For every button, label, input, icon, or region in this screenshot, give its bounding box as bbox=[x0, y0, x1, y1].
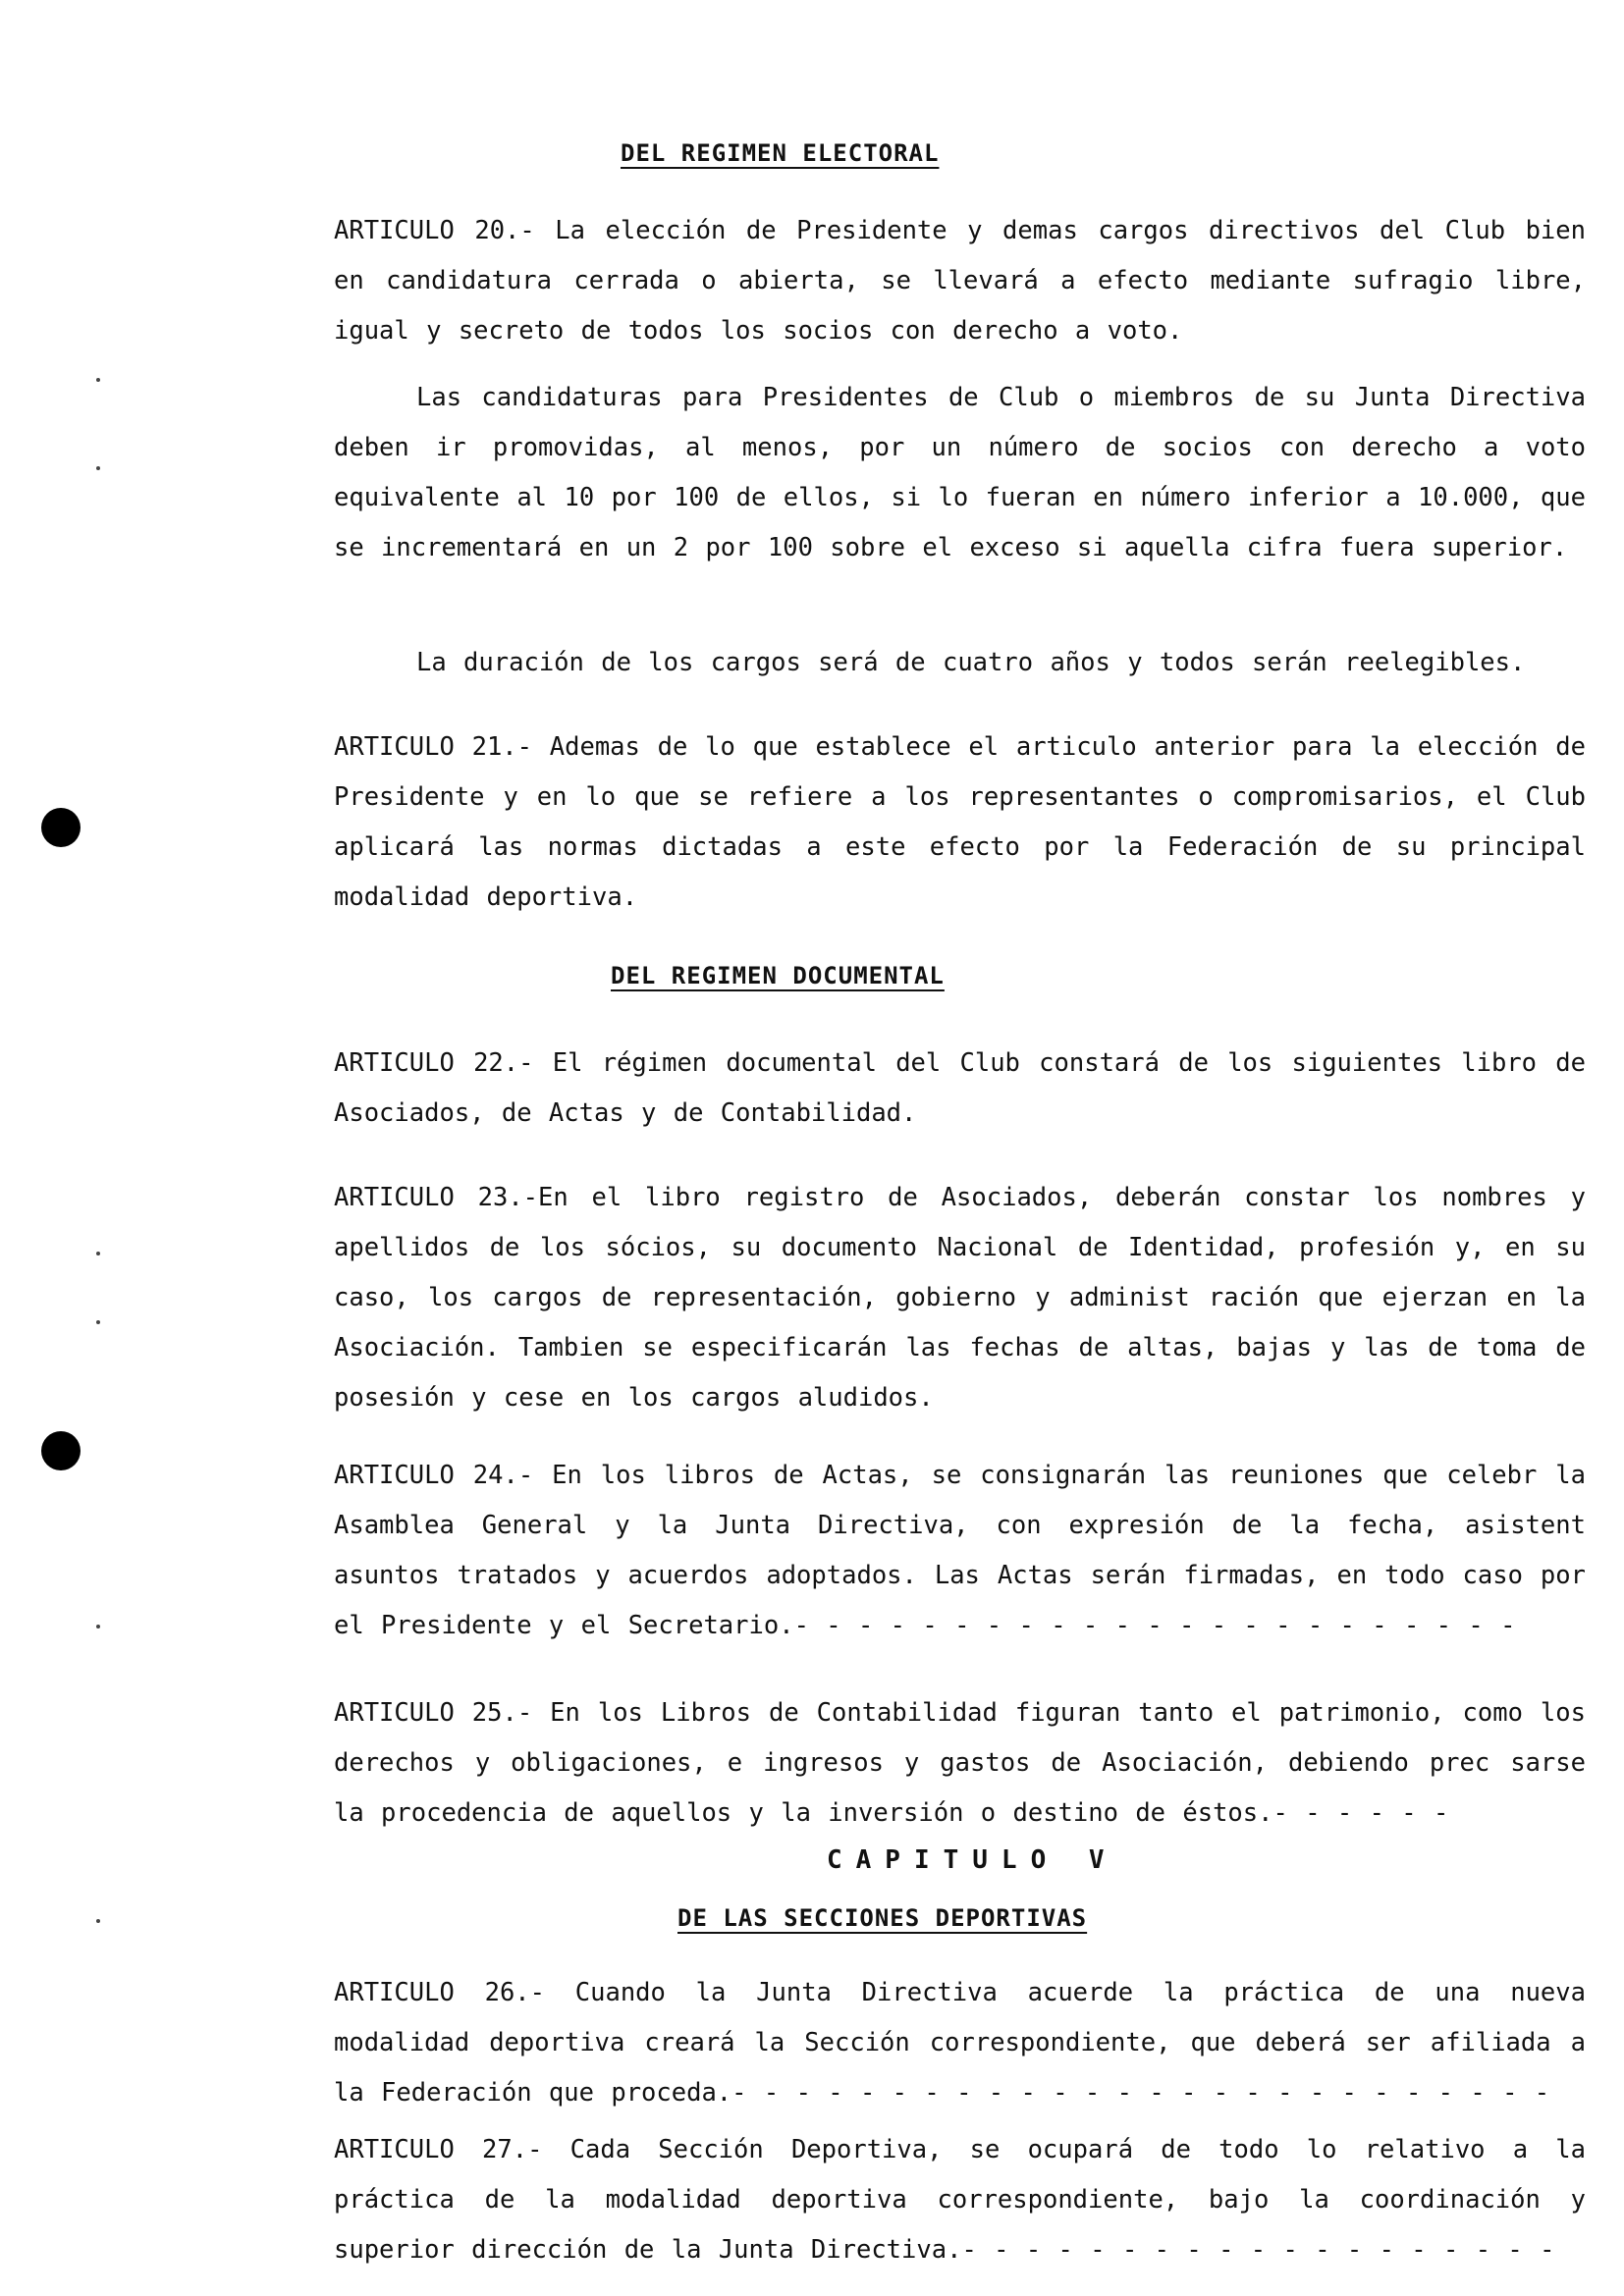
article-25: ARTICULO 25.- En los Libros de Contabilidad figuran tanto el patrimonio, como los derechos y obligaciones, e ingresos y gastos de Asociación, debiendo prec sarse la procedencia de aquellos y la inversión o destino de éstos.- - - - - - bbox=[334, 1698, 1586, 1828]
margin-mark bbox=[96, 1919, 100, 1923]
section-heading-secciones: DE LAS SECCIONES DEPORTIVAS bbox=[677, 1904, 1088, 1932]
margin-mark bbox=[96, 1252, 100, 1255]
punch-hole-top bbox=[41, 808, 81, 847]
margin-mark bbox=[96, 466, 100, 470]
article-20: ARTICULO 20.- La elección de Presidente y demas cargos directivos del Club bien en candidatura cerrada o abierta, se llevará a efecto mediante sufragio libre, igual y secreto de todos los socios con derecho a voto. bbox=[334, 216, 1586, 346]
margin-mark bbox=[96, 378, 100, 382]
section-heading-documental: DEL REGIMEN DOCUMENTAL bbox=[611, 962, 945, 989]
article-23: ARTICULO 23.-En el libro registro de Asociados, deberán constar los nombres y apellidos de los sócios, su documento Nacional de Identidad, profesión y, en su caso, los cargos de representación, gobierno y administ ración que ejerzan en la Asociación. Tambien se especificarán las fechas de altas, bajas y las de toma de posesión y cese en los cargos aludidos. bbox=[334, 1183, 1586, 1413]
section-heading-electoral: DEL REGIMEN ELECTORAL bbox=[621, 139, 940, 167]
punch-hole-bottom bbox=[41, 1431, 81, 1470]
article-26: ARTICULO 26.- Cuando la Junta Directiva acuerde la práctica de una nueva modalidad deportiva creará la Sección correspondiente, que deberá ser afiliada a la Federación que proceda.- - - - - - - - - - - - - - - - - - - - - - - - - - bbox=[334, 1978, 1586, 2108]
article-22: ARTICULO 22.- El régimen documental del Club constará de los siguientes libro de Asociados, de Actas y de Contabilidad. bbox=[334, 1048, 1586, 1128]
article-20-paragraph-2: Las candidaturas para Presidentes de Club o miembros de su Junta Directiva deben ir promovidas, al menos, por un número de socios con derecho a voto equivalente al 10 por 100 de ellos, si lo fueran en número inferior a 10.000, que se incrementará en un 2 por 100 sobre el exceso si aquella cifra fuera superior. bbox=[334, 383, 1586, 562]
chapter-title: CAPITULO V bbox=[827, 1845, 1118, 1875]
margin-mark bbox=[96, 1320, 100, 1324]
margin-mark bbox=[96, 1625, 100, 1629]
article-24: ARTICULO 24.- En los libros de Actas, se consignarán las reuniones que celebr la Asamblea General y la Junta Directiva, con expresión de la fecha, asistent asuntos tratados y acuerdos adoptados. Las Actas serán firmadas, en todo caso por el Presidente y el Secretario.- - - - - - - - - - - - - - - - - - - - - - - bbox=[334, 1461, 1586, 1640]
article-27: ARTICULO 27.- Cada Sección Deportiva, se ocupará de todo lo relativo a la práctica de la modalidad deportiva correspondiente, bajo la coordinación y superior dirección de la Junta Directiva.- - - - - - - - - - - - - - - - - - - bbox=[334, 2135, 1586, 2265]
article-21: ARTICULO 21.- Ademas de lo que establece el articulo anterior para la elección de Presidente y en lo que se refiere a los representantes o compromisarios, el Club aplicará las normas dictadas a este efecto por la Federación de su principal modalidad deportiva. bbox=[334, 732, 1586, 912]
article-20-paragraph-3: La duración de los cargos será de cuatro años y todos serán reelegibles. bbox=[416, 648, 1526, 677]
